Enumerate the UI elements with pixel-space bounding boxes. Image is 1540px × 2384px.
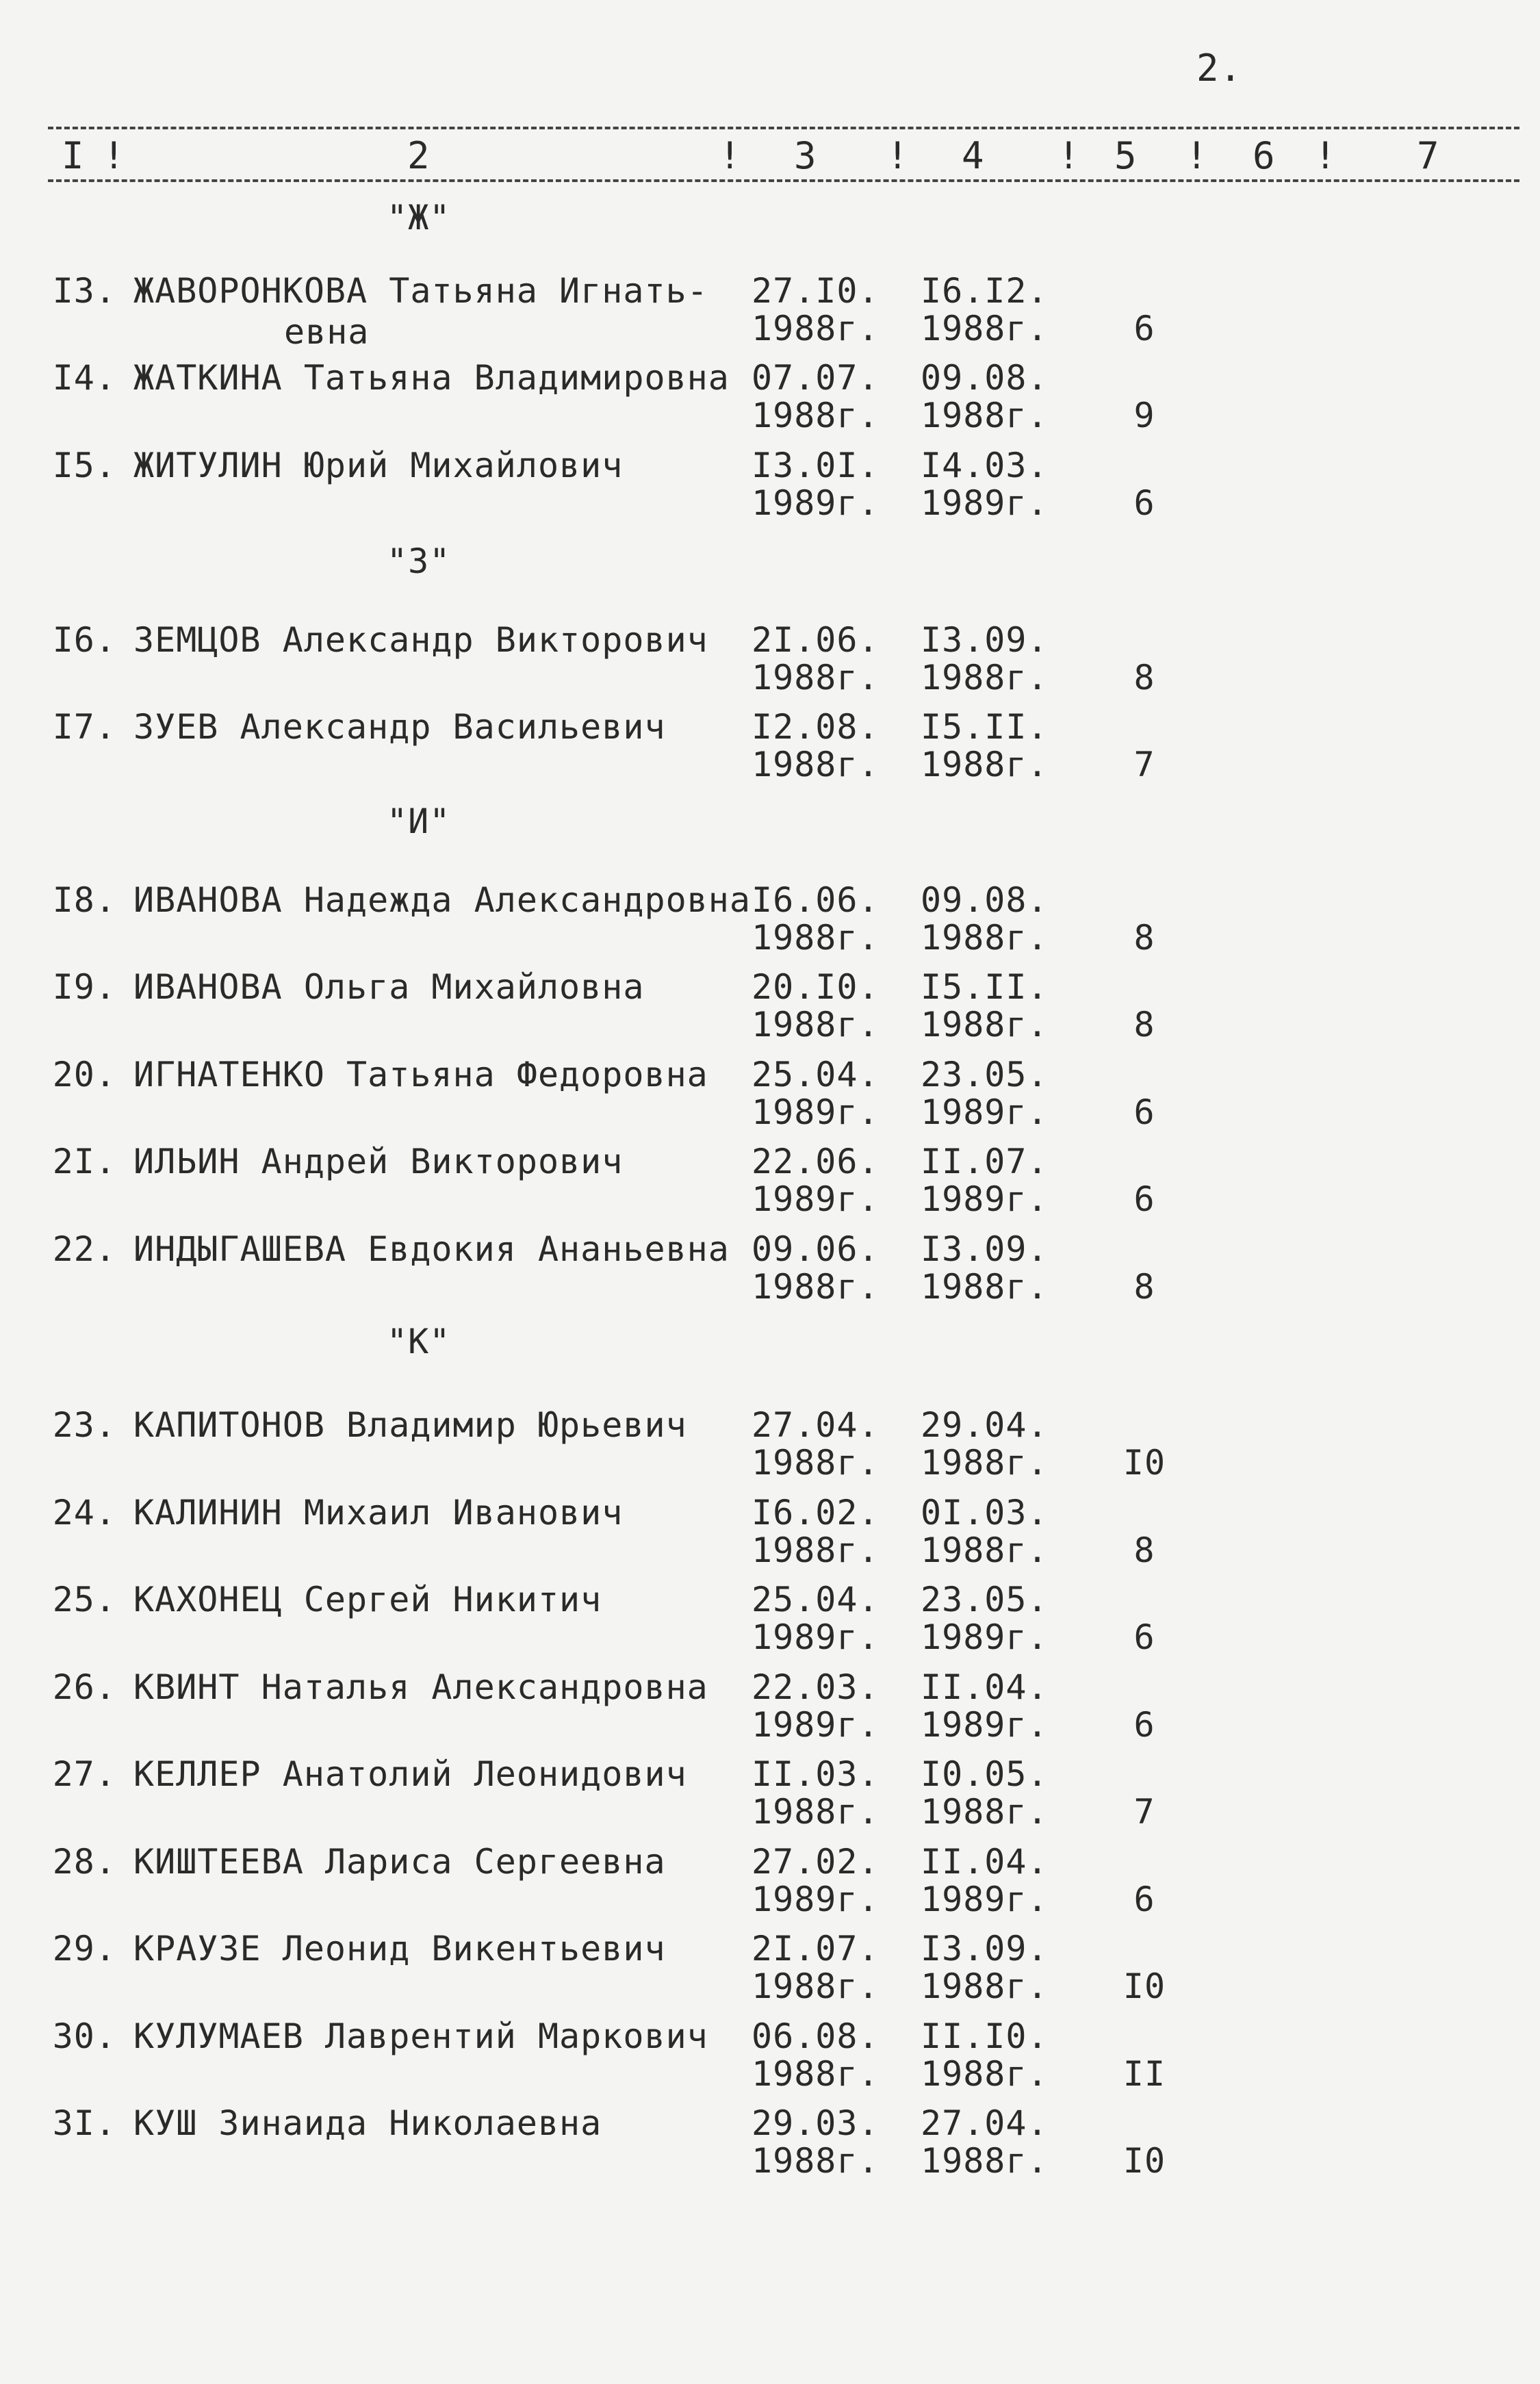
start-date: 22.06. bbox=[752, 1142, 880, 1181]
row-number: I7. bbox=[52, 707, 116, 747]
header-separator: ! bbox=[719, 134, 742, 177]
start-year: 1989г. bbox=[752, 1705, 880, 1745]
end-year: 1988г. bbox=[921, 2054, 1049, 2094]
row-number: 25. bbox=[52, 1580, 116, 1619]
column-5-value: I0 bbox=[1122, 2141, 1166, 2181]
end-year: 1988г. bbox=[921, 1443, 1049, 1483]
start-year: 1988г. bbox=[752, 396, 880, 435]
section-letter: "З" bbox=[387, 541, 451, 581]
column-5-value: 6 bbox=[1133, 309, 1155, 348]
row-number: 20. bbox=[52, 1055, 116, 1094]
end-date: 09.08. bbox=[921, 880, 1049, 920]
end-year: 1988г. bbox=[921, 396, 1049, 435]
row-number: I9. bbox=[52, 967, 116, 1007]
person-name-continued: евна bbox=[284, 312, 370, 352]
start-year: 1988г. bbox=[752, 658, 880, 697]
person-name: КВИНТ Наталья Александровна bbox=[133, 1667, 708, 1707]
section-letter: "Ж" bbox=[387, 198, 451, 238]
end-date: I0.05. bbox=[921, 1754, 1049, 1794]
row-number: 26. bbox=[52, 1667, 116, 1707]
person-name: КУШ Зинаида Николаевна bbox=[133, 2103, 602, 2143]
end-date: I3.09. bbox=[921, 620, 1049, 660]
end-date: 29.04. bbox=[921, 1405, 1049, 1445]
end-year: 1989г. bbox=[921, 1179, 1049, 1219]
section-letter: "И" bbox=[387, 802, 451, 841]
row-number: I4. bbox=[52, 358, 116, 398]
header-separator: ! bbox=[1314, 134, 1337, 177]
row-number: 23. bbox=[52, 1405, 116, 1445]
column-5-value: 6 bbox=[1133, 483, 1155, 523]
end-date: II.04. bbox=[921, 1667, 1049, 1707]
start-year: 1988г. bbox=[752, 1530, 880, 1570]
row-number: I6. bbox=[52, 620, 116, 660]
column-5-value: 6 bbox=[1133, 1092, 1155, 1132]
row-number: I5. bbox=[52, 446, 116, 485]
start-year: 1988г. bbox=[752, 745, 880, 784]
end-year: 1989г. bbox=[921, 1092, 1049, 1132]
end-year: 1989г. bbox=[921, 1705, 1049, 1745]
header-column-5: 5 bbox=[1114, 134, 1138, 177]
person-name: КАХОНЕЦ Сергей Никитич bbox=[133, 1580, 602, 1619]
row-number: 27. bbox=[52, 1754, 116, 1794]
end-date: I5.II. bbox=[921, 707, 1049, 747]
header-column-I: I bbox=[62, 134, 85, 177]
end-year: 1988г. bbox=[921, 918, 1049, 958]
column-5-value: 6 bbox=[1133, 1179, 1155, 1219]
end-year: 1988г. bbox=[921, 1267, 1049, 1307]
person-name: ЗЕМЦОВ Александр Викторович bbox=[133, 620, 708, 660]
start-date: I6.02. bbox=[752, 1493, 880, 1533]
header-column-3: 3 bbox=[794, 134, 817, 177]
start-year: 1988г. bbox=[752, 1443, 880, 1483]
column-5-value: 7 bbox=[1133, 1792, 1155, 1832]
row-number: 28. bbox=[52, 1842, 116, 1882]
end-year: 1988г. bbox=[921, 1005, 1049, 1044]
column-5-value: 6 bbox=[1133, 1705, 1155, 1745]
start-date: 25.04. bbox=[752, 1580, 880, 1619]
end-year: 1989г. bbox=[921, 483, 1049, 523]
person-name: ИГНАТЕНКО Татьяна Федоровна bbox=[133, 1055, 708, 1094]
start-date: 27.02. bbox=[752, 1842, 880, 1882]
header-separator: ! bbox=[886, 134, 910, 177]
column-5-value: 9 bbox=[1133, 396, 1155, 435]
row-number: 30. bbox=[52, 2016, 116, 2056]
row-number: 24. bbox=[52, 1493, 116, 1533]
end-date: I4.03. bbox=[921, 446, 1049, 485]
column-5-value: 8 bbox=[1133, 1530, 1155, 1570]
end-year: 1989г. bbox=[921, 1880, 1049, 1919]
person-name: КЕЛЛЕР Анатолий Леонидович bbox=[133, 1754, 687, 1794]
section-letter: "К" bbox=[387, 1322, 451, 1361]
start-date: 09.06. bbox=[752, 1229, 880, 1269]
person-name: КАПИТОНОВ Владимир Юрьевич bbox=[133, 1405, 687, 1445]
start-year: 1988г. bbox=[752, 1792, 880, 1832]
end-date: I6.I2. bbox=[921, 271, 1049, 311]
person-name: ЖАТКИНА Татьяна Владимировна bbox=[133, 358, 730, 398]
end-date: II.I0. bbox=[921, 2016, 1049, 2056]
start-date: II.03. bbox=[752, 1754, 880, 1794]
start-year: 1989г. bbox=[752, 1092, 880, 1132]
start-date: I2.08. bbox=[752, 707, 880, 747]
end-date: 0I.03. bbox=[921, 1493, 1049, 1533]
end-date: 27.04. bbox=[921, 2103, 1049, 2143]
start-year: 1988г. bbox=[752, 2141, 880, 2181]
end-date: II.07. bbox=[921, 1142, 1049, 1181]
start-year: 1988г. bbox=[752, 2054, 880, 2094]
person-name: ЖАВОРОНКОВА Татьяна Игнать- bbox=[133, 271, 708, 311]
end-year: 1988г. bbox=[921, 745, 1049, 784]
start-date: I6.06. bbox=[752, 880, 880, 920]
header-column-2: 2 bbox=[407, 134, 431, 177]
end-year: 1989г. bbox=[921, 1617, 1049, 1657]
start-year: 1989г. bbox=[752, 483, 880, 523]
start-year: 1988г. bbox=[752, 918, 880, 958]
column-5-value: 8 bbox=[1133, 658, 1155, 697]
column-5-value: 7 bbox=[1133, 745, 1155, 784]
start-year: 1988г. bbox=[752, 1966, 880, 2006]
header-separator: ! bbox=[1185, 134, 1209, 177]
header-column-7: 7 bbox=[1417, 134, 1440, 177]
row-number: 2I. bbox=[52, 1142, 116, 1181]
header-column-6: 6 bbox=[1253, 134, 1276, 177]
end-date: II.04. bbox=[921, 1842, 1049, 1882]
person-name: КРАУЗЕ Леонид Викентьевич bbox=[133, 1929, 666, 1969]
start-date: 06.08. bbox=[752, 2016, 880, 2056]
column-5-value: 6 bbox=[1133, 1617, 1155, 1657]
header-separator: ! bbox=[1057, 134, 1081, 177]
end-year: 1988г. bbox=[921, 1792, 1049, 1832]
start-date: 25.04. bbox=[752, 1055, 880, 1094]
column-5-value: 8 bbox=[1133, 1005, 1155, 1044]
row-number: I3. bbox=[52, 271, 116, 311]
end-year: 1988г. bbox=[921, 1966, 1049, 2006]
page-number: 2. bbox=[1196, 47, 1243, 90]
end-date: 23.05. bbox=[921, 1580, 1049, 1619]
end-date: 09.08. bbox=[921, 358, 1049, 398]
end-date: I3.09. bbox=[921, 1929, 1049, 1969]
row-number: 3I. bbox=[52, 2103, 116, 2143]
end-date: 23.05. bbox=[921, 1055, 1049, 1094]
start-year: 1989г. bbox=[752, 1617, 880, 1657]
start-date: 22.03. bbox=[752, 1667, 880, 1707]
column-5-value: I0 bbox=[1122, 1443, 1166, 1483]
header-rule-top bbox=[48, 127, 1519, 129]
start-date: 27.04. bbox=[752, 1405, 880, 1445]
header-separator: ! bbox=[103, 134, 126, 177]
row-number: I8. bbox=[52, 880, 116, 920]
person-name: ИЛЬИН Андрей Викторович bbox=[133, 1142, 624, 1181]
start-year: 1989г. bbox=[752, 1880, 880, 1919]
end-year: 1988г. bbox=[921, 1530, 1049, 1570]
row-number: 29. bbox=[52, 1929, 116, 1969]
end-date: I3.09. bbox=[921, 1229, 1049, 1269]
end-year: 1988г. bbox=[921, 2141, 1049, 2181]
end-date: I5.II. bbox=[921, 967, 1049, 1007]
column-5-value: 8 bbox=[1133, 918, 1155, 958]
header-column-4: 4 bbox=[962, 134, 985, 177]
person-name: ИВАНОВА Ольга Михайловна bbox=[133, 967, 645, 1007]
person-name: ИВАНОВА Надежда Александровна bbox=[133, 880, 751, 920]
start-year: 1989г. bbox=[752, 1179, 880, 1219]
end-year: 1988г. bbox=[921, 309, 1049, 348]
start-date: 2I.06. bbox=[752, 620, 880, 660]
start-year: 1988г. bbox=[752, 309, 880, 348]
person-name: ИНДЫГАШЕВА Евдокия Ананьевна bbox=[133, 1229, 730, 1269]
column-5-value: I0 bbox=[1122, 1966, 1166, 2006]
person-name: ЗУЕВ Александр Васильевич bbox=[133, 707, 666, 747]
person-name: КИШТЕЕВА Лариса Сергеевна bbox=[133, 1842, 666, 1882]
person-name: ЖИТУЛИН Юрий Михайлович bbox=[133, 446, 624, 485]
start-date: 2I.07. bbox=[752, 1929, 880, 1969]
start-date: 07.07. bbox=[752, 358, 880, 398]
row-number: 22. bbox=[52, 1229, 116, 1269]
start-date: 20.I0. bbox=[752, 967, 880, 1007]
header-rule-bottom bbox=[48, 179, 1519, 182]
column-5-value: 6 bbox=[1133, 1880, 1155, 1919]
start-date: 27.I0. bbox=[752, 271, 880, 311]
person-name: КУЛУМАЕВ Лаврентий Маркович bbox=[133, 2016, 708, 2056]
start-date: I3.0I. bbox=[752, 446, 880, 485]
start-year: 1988г. bbox=[752, 1267, 880, 1307]
end-year: 1988г. bbox=[921, 658, 1049, 697]
start-year: 1988г. bbox=[752, 1005, 880, 1044]
person-name: КАЛИНИН Михаил Иванович bbox=[133, 1493, 624, 1533]
start-date: 29.03. bbox=[752, 2103, 880, 2143]
column-5-value: 8 bbox=[1133, 1267, 1155, 1307]
column-5-value: II bbox=[1122, 2054, 1166, 2094]
